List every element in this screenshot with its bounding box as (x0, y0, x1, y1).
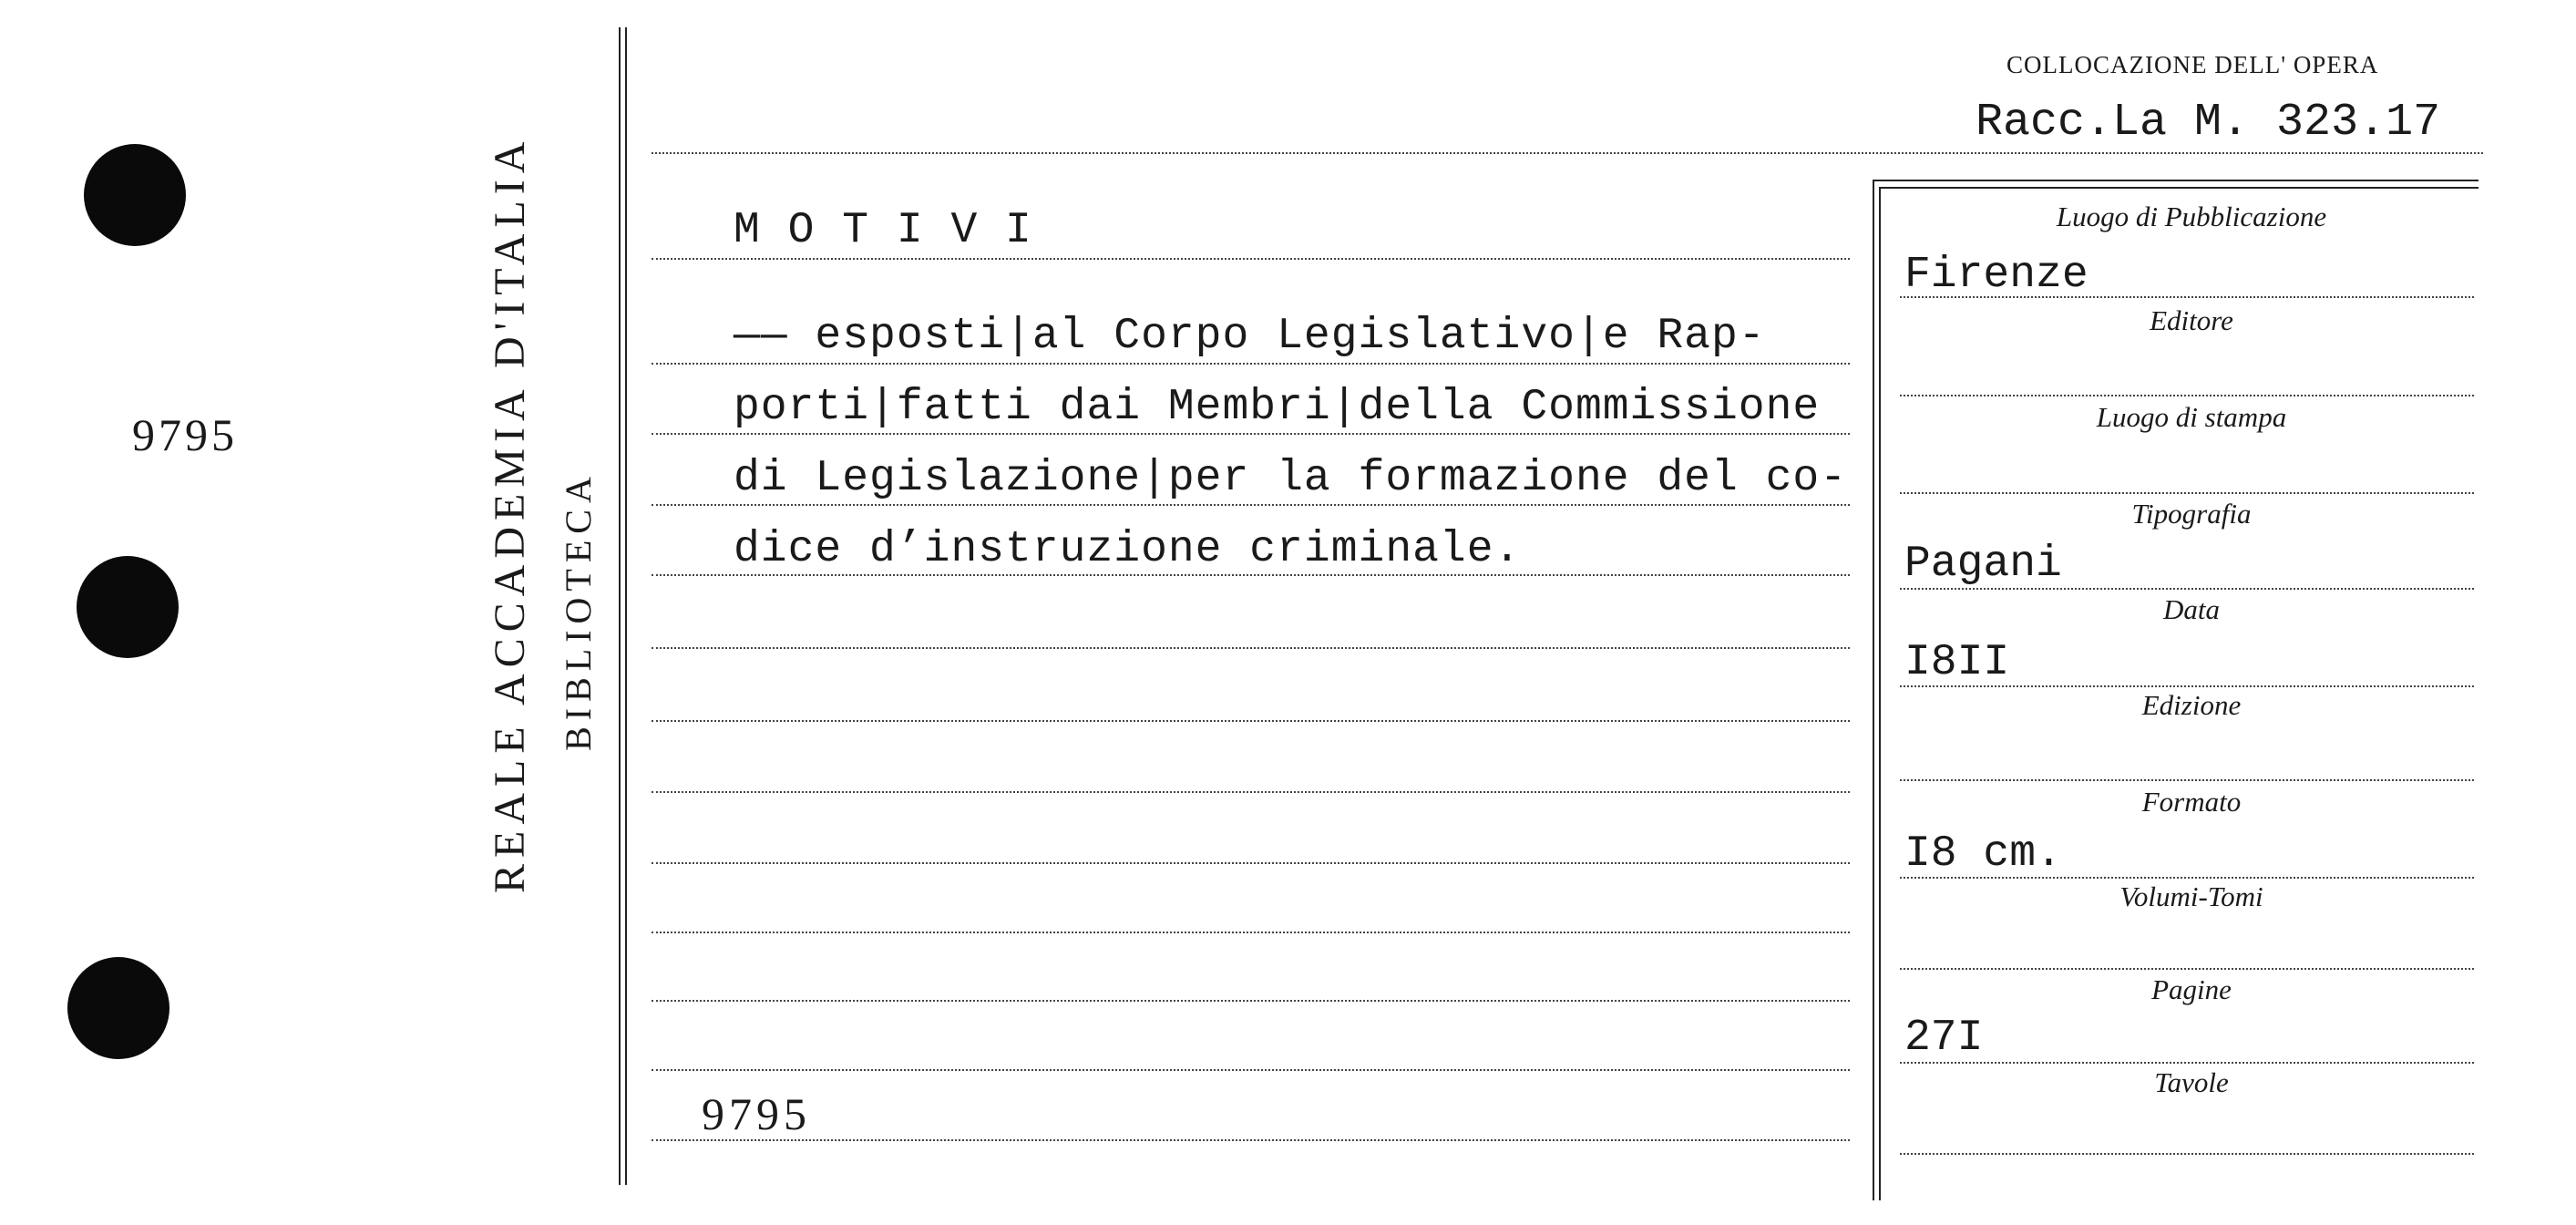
rule-line (652, 647, 1850, 649)
right-panel-top-rule-b (1879, 187, 2479, 189)
rule-line (652, 932, 1850, 933)
label-data: Data (2163, 593, 2220, 625)
field-line (1900, 1062, 2474, 1064)
label-editore: Editore (2150, 304, 2233, 336)
footer-number: 9795 (702, 1088, 811, 1139)
rule-line (652, 791, 1850, 793)
field-line (1900, 685, 2474, 687)
label-formato: Formato (2141, 786, 2242, 818)
label-tipografia: Tipografia (2131, 498, 2252, 530)
collocation-value: Racc.La M. 323.17 (1976, 97, 2441, 149)
right-panel-top-rule-a (1873, 180, 2479, 181)
right-panel-rule-a (1873, 180, 1874, 1200)
rule-line (652, 720, 1850, 722)
description-line-3: di Legislazione|per la formazione del co- (734, 454, 1847, 503)
left-double-rule-b (625, 27, 627, 1185)
field-line (1900, 877, 2474, 879)
rule-line (652, 1139, 1850, 1141)
label-volumi-tomi: Volumi-Tomi (2119, 880, 2263, 912)
label-luogo-stampa: Luogo di stampa (2096, 401, 2287, 433)
rule-line (652, 504, 1850, 506)
rule-line (652, 862, 1850, 864)
rule-line (652, 152, 2483, 154)
rule-line (652, 363, 1850, 365)
value-pagine: 27I (1904, 1014, 1984, 1063)
rule-line (652, 258, 1850, 260)
rule-line (652, 433, 1850, 435)
field-line (1900, 492, 2474, 494)
punch-hole-bottom (67, 957, 169, 1059)
right-panel-rule-b (1879, 187, 1881, 1200)
spine-department: BIBLIOTECA (558, 470, 599, 751)
left-double-rule-a (619, 27, 621, 1185)
value-formato: I8 cm. (1904, 829, 2062, 879)
label-tavole: Tavole (2154, 1066, 2229, 1098)
label-pagine: Pagine (2151, 973, 2232, 1005)
field-line (1900, 296, 2474, 298)
field-line (1900, 968, 2474, 970)
punch-hole-top (84, 144, 186, 246)
collocation-label: COLLOCAZIONE DELL' OPERA (2006, 51, 2379, 78)
value-tipografia: Pagani (1904, 540, 2062, 589)
field-line (1900, 588, 2474, 590)
description-line-4: dice d’instruzione criminale. (734, 525, 1522, 574)
description-line-1: —— esposti|al Corpo Legislativo|e Rap- (734, 312, 1766, 361)
rule-line (652, 574, 1850, 576)
value-luogo-pubblicazione: Firenze (1904, 251, 2089, 300)
label-edizione: Edizione (2141, 689, 2242, 721)
field-line (1900, 779, 2474, 781)
rule-line (652, 1000, 1850, 1002)
field-line (1900, 395, 2474, 396)
description-line-2: porti|fatti dai Membri|della Commissione (734, 383, 1821, 432)
punch-hole-middle (77, 556, 179, 658)
label-luogo-pubblicazione: Luogo di Pubblicazione (2056, 201, 2327, 232)
card-title: M O T I V I (734, 206, 1032, 255)
spine-institution: REALE ACCADEMIA D'ITALIA (486, 135, 534, 893)
inventory-number: 9795 (132, 409, 238, 460)
value-data: I8II (1904, 638, 2010, 687)
rule-line (652, 1069, 1850, 1071)
field-line (1900, 1153, 2474, 1155)
